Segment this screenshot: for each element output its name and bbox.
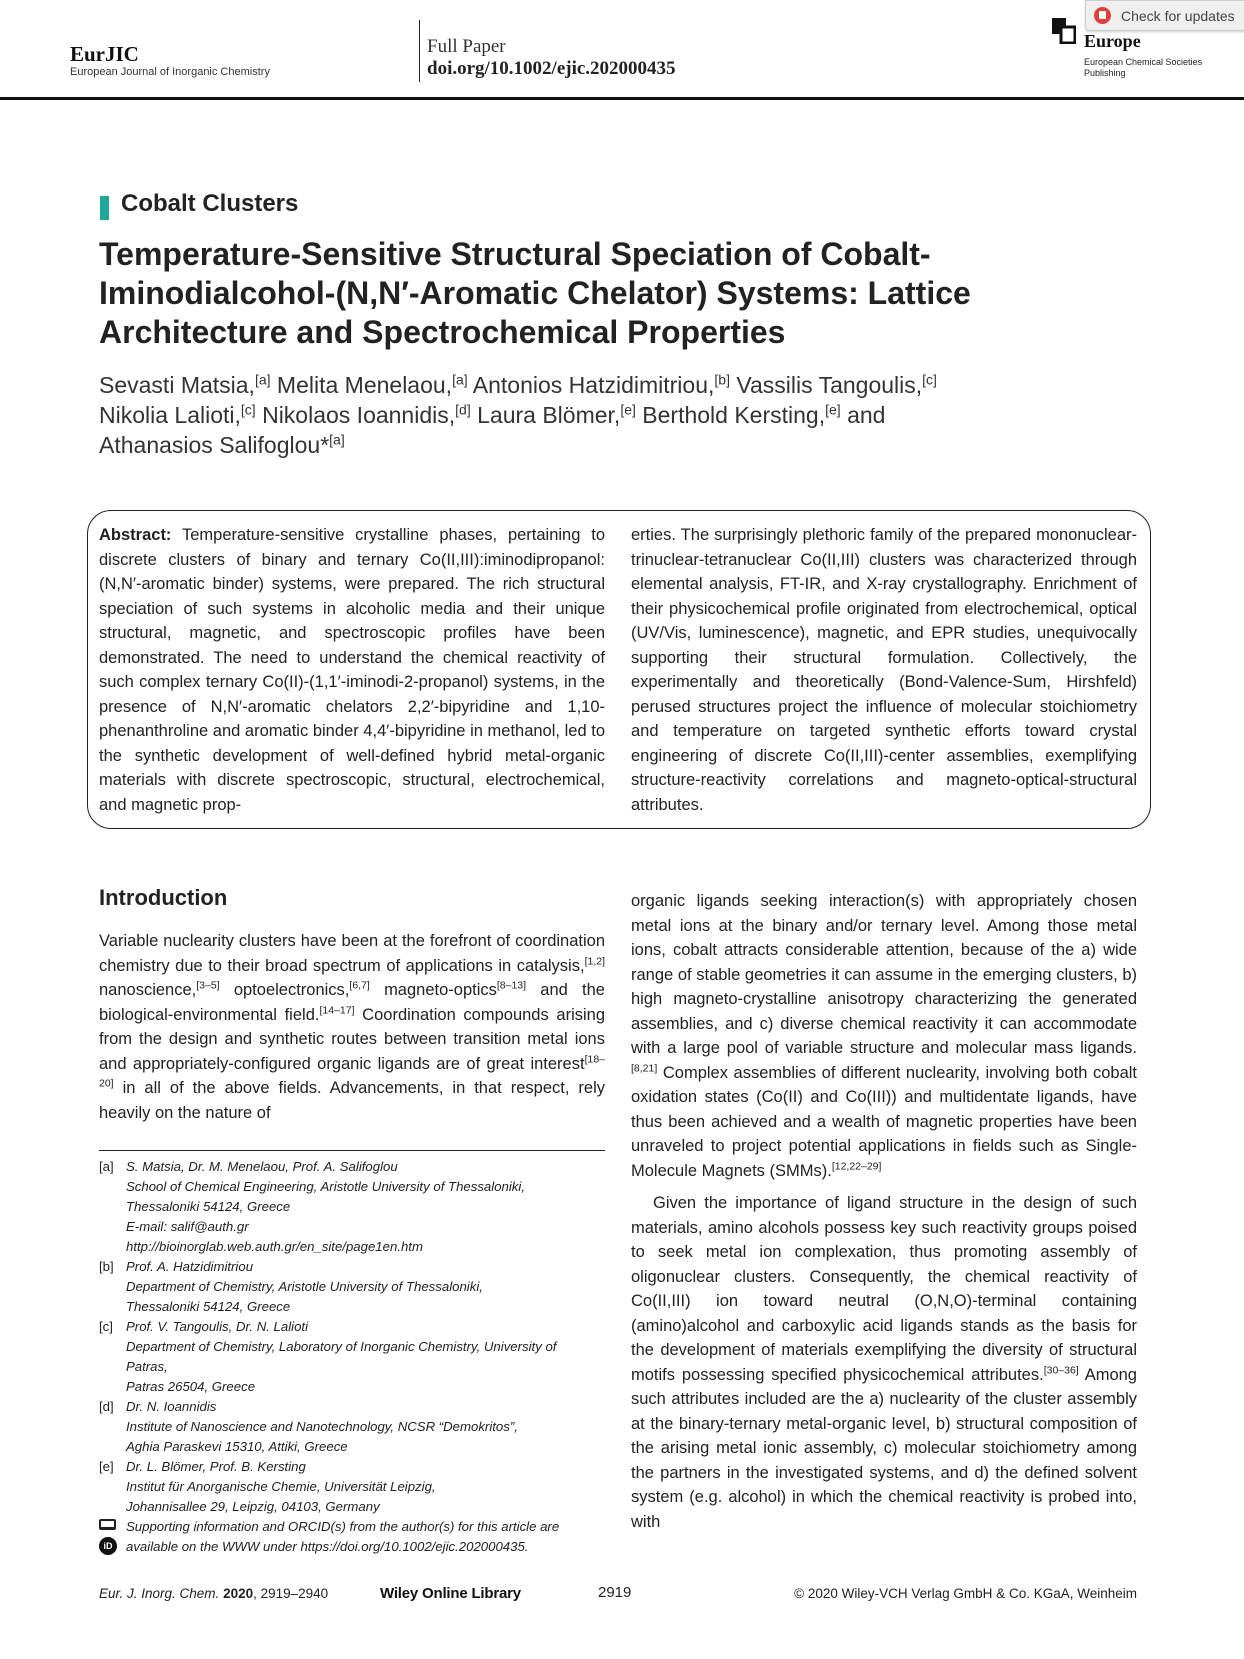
footnote-line: Thessaloniki 54124, Greece	[126, 1199, 291, 1214]
citation-pages: , 2919–2940	[253, 1586, 329, 1601]
affiliation-footnotes	[99, 1157, 619, 1557]
footnote-line: Patras,	[126, 1359, 168, 1374]
body-text: Complex assemblies of different nuclearity, involving both cobalt oxidation states (Co(II) and Co(III)) and multidentate ligands, have thus been achieved and a wealth of magnetic properties have been unraveled to project potential applications in fields such as Single-Molecule Magnets (SMMs).	[631, 1063, 1137, 1180]
citation[interactable]: [12,22–29]	[831, 1160, 882, 1172]
paragraph	[631, 889, 1137, 1183]
section-heading-introduction: Introduction	[99, 885, 228, 910]
website-link[interactable]: http://bioinorglab.web.auth.gr/en_site/page1en.htm	[126, 1239, 423, 1254]
supporting-information-note	[99, 1517, 619, 1557]
publisher-subtitle: European Chemical Societies Publishing	[1084, 57, 1203, 78]
footnote-line: Dr. L. Blömer, Prof. B. Kersting	[126, 1459, 306, 1474]
author-affiliation: [c]	[240, 401, 256, 418]
footnote-label: [d]	[99, 1399, 114, 1414]
bookmark-icon	[1094, 7, 1111, 24]
article-title: Temperature-Sensitive Structural Speciation of Cobalt-Iminodialcohol-(N,N′-Aromatic Chelator) Systems: Lattice Architecture and Spectrochemical Properties	[99, 236, 971, 350]
article-category: Cobalt Clusters	[121, 190, 299, 217]
author[interactable]: Antonios Hatzidimitriou,	[472, 372, 715, 398]
author-affiliation: [a]	[254, 371, 271, 388]
footnote-line: Aghia Paraskevi 15310, Attiki, Greece	[126, 1439, 348, 1454]
footnote-rule	[99, 1150, 605, 1151]
body-text: organic ligands seeking interaction(s) with appropriately chosen metal ions at the binary and/or ternary level. Among those metal ions, cobalt attracts considerable attention, because of the a) wide range of stable geometries it can assume in the emerging clusters, b) high magneto-crystalline anisotropy characterizing the generated assemblies, and c) diverse chemical reactivity it can accommodate with a large pool of variable structure and molecular mass ligands.	[631, 892, 1137, 1057]
footnote-line: S. Matsia, Dr. M. Menelaou, Prof. A. Salifoglou	[126, 1159, 398, 1174]
body-text: Among such attributes included are the a) nuclearity of the cluster assembly at the binary-ternary metal-organic level, b) structural composition of the arising metal ionic assembly, c) molecular stoichiometry among the partners in the investigated systems, and d) the defined solvent system (e.g. alcohol) in which the chemical reactivity is probed into, with	[631, 1365, 1137, 1531]
author[interactable]: Vassilis Tangoulis,	[736, 372, 923, 398]
footnote-line: Prof. A. Hatzidimitriou	[126, 1259, 254, 1274]
citation[interactable]: [1,2]	[584, 955, 605, 967]
body-text: in all of the above fields. Advancements, in that respect, rely heavily on the nature of	[99, 1079, 605, 1122]
affiliation-a	[99, 1157, 619, 1257]
author-affiliation: [a]	[452, 371, 468, 388]
footnote-line: Patras 26504, Greece	[126, 1379, 256, 1394]
author[interactable]: Berthold Kersting,	[642, 402, 826, 428]
affiliation-b	[99, 1257, 619, 1317]
intro-right-column	[631, 889, 1137, 1534]
footnote-line: School of Chemical Engineering, Aristotle University of Thessaloniki,	[126, 1179, 525, 1194]
body-text: optoelectronics,	[219, 981, 350, 999]
footnote-line: Institut für Anorganische Chemie, Universität Leipzig,	[126, 1479, 436, 1494]
citation[interactable]: [8–13]	[496, 979, 527, 992]
citation[interactable]: [3–5]	[196, 979, 220, 992]
author[interactable]: Melita Menelaou,	[276, 372, 453, 398]
author[interactable]: Nikolaos Ioannidis,	[262, 402, 456, 428]
copyright-notice: © 2020 Wiley-VCH Verlag GmbH & Co. KGaA, Weinheim	[794, 1586, 1137, 1601]
author-affiliation: [e]	[620, 401, 636, 418]
abstract-label: Abstract:	[99, 526, 172, 544]
footnote-line: Thessaloniki 54124, Greece	[126, 1299, 291, 1314]
orcid-icon: iD	[99, 1537, 117, 1555]
footnote-line: Department of Chemistry, Aristotle University of Thessaloniki,	[126, 1279, 483, 1294]
header-divider	[419, 20, 420, 82]
header-rule	[0, 97, 1244, 100]
journal-full-name: European Journal of Inorganic Chemistry	[70, 66, 270, 78]
author-conjunction: and	[847, 402, 886, 428]
body-text: nanoscience,	[99, 981, 197, 999]
footnote-label: [e]	[99, 1459, 114, 1474]
email-link[interactable]: E-mail: salif@auth.gr	[126, 1219, 249, 1234]
journal-citation: Eur. J. Inorg. Chem.	[99, 1586, 220, 1601]
paper-type: Full Paper	[427, 36, 506, 57]
doi-link[interactable]: doi.org/10.1002/ejic.202000435	[427, 58, 676, 79]
publisher-logo-icon	[1052, 18, 1076, 44]
intro-left-column	[99, 929, 605, 1125]
author-affiliation: [d]	[455, 401, 471, 418]
footnote-label: [a]	[99, 1159, 114, 1174]
author[interactable]: Nikolia Lalioti,	[99, 402, 241, 428]
body-text: and the biological-environmental field.	[99, 981, 605, 1024]
page-number: 2919	[598, 1584, 632, 1601]
laptop-icon	[99, 1519, 116, 1530]
footnote-line: Prof. V. Tangoulis, Dr. N. Lalioti	[126, 1319, 309, 1334]
author[interactable]: Laura Blömer,	[477, 402, 621, 428]
footnote-line: Dr. N. Ioannidis	[126, 1399, 217, 1414]
author-list	[99, 370, 1179, 460]
footnote-line: Institute of Nanoscience and Nanotechnology, NCSR “Demokritos”,	[126, 1419, 518, 1434]
author-affiliation: [c]	[922, 371, 937, 388]
author-affiliation: [a]	[329, 431, 345, 448]
wiley-online-library-link[interactable]: Wiley Online Library	[380, 1585, 521, 1602]
check-for-updates-label: Check for updates	[1121, 7, 1235, 24]
affiliation-d	[99, 1397, 619, 1457]
abstract-left-column	[99, 523, 605, 817]
paragraph	[631, 1191, 1137, 1534]
affiliation-c	[99, 1317, 619, 1397]
footnote-line: Department of Chemistry, Laboratory of Inorganic Chemistry, University of	[126, 1339, 557, 1354]
author-affiliation: [e]	[825, 401, 841, 418]
body-text: Given the importance of ligand structure in the design of such materials, amino alcohols possess key such reactivity groups poised to seek metal ion complexation, thus promoting assembly of oligonuclear clusters. Consequently, the chemical reactivity of Co(II,III) ion toward neutral (O,N,O)-terminal containing (amino)alcohol and carboxylic acid ligands stands as the basis for the development of materials exemplifying the diversity of structural motifs possessing specified physicochemical attributes.	[631, 1194, 1137, 1384]
supporting-info-text: Supporting information and ORCID(s) from the author(s) for this article are	[126, 1519, 560, 1534]
body-text: Variable nuclearity clusters have been at the forefront of coordination chemistry due to their broad spectrum of applications in catalysis,	[99, 932, 605, 975]
citation[interactable]: [30–36]	[1043, 1364, 1079, 1376]
footnote-label: [b]	[99, 1259, 114, 1274]
footer-citation	[99, 1586, 328, 1601]
affiliation-e	[99, 1457, 619, 1517]
journal-abbreviation: EurJIC	[70, 42, 139, 66]
body-text: magneto-optics	[369, 981, 497, 999]
author[interactable]: Athanasios Salifoglou*	[99, 432, 330, 458]
citation-year: 2020	[223, 1586, 254, 1601]
supporting-info-link[interactable]: available on the WWW under https://doi.org/10.1002/ejic.202000435.	[126, 1539, 529, 1554]
publisher-name: Europe	[1084, 31, 1141, 51]
body-text: Coordination compounds arising from the design and synthetic routes between transition metal ions and appropriately-configured organic ligands are of great interest	[99, 1005, 605, 1073]
author-affiliation: [b]	[714, 371, 730, 388]
citation[interactable]: [6,7]	[349, 979, 370, 992]
category-accent-bar	[100, 196, 109, 220]
footnote-line: Johannisallee 29, Leipzig, 04103, Germany	[126, 1499, 380, 1514]
citation[interactable]: [8,21]	[631, 1062, 658, 1074]
author[interactable]: Sevasti Matsia,	[99, 372, 255, 398]
citation[interactable]: [18–20]	[99, 1053, 605, 1090]
footnote-label: [c]	[99, 1319, 113, 1334]
abstract-right-column: erties. The surprisingly plethoric family of the prepared mononuclear-trinuclear-tetranuclear Co(II,III) clusters was characterized through elemental analysis, FT-IR, and X-ray crystallography. Enrichment of their physicochemical profile originated from electrochemical, optical (UV/Vis, luminescence), magnetic, and EPR studies, unequivocally supporting their structural formulation. Collectively, the experimentally and theoretically (Bond-Valence-Sum, Hirshfeld) perused structures project the influence of molecular stoichiometry and temperature on targeted synthetic efforts toward crystal engineering of discrete Co(II,III)-center assemblies, exemplifying structure-reactivity correlations and magneto-optical-structural attributes.	[631, 526, 1137, 814]
check-for-updates-button[interactable]	[1085, 0, 1244, 31]
citation[interactable]: [14–17]	[319, 1004, 355, 1016]
abstract-text-left: Temperature-sensitive crystalline phases, pertaining to discrete clusters of binary and ternary Co(II,III):iminodipropanol:(N,N′-aromatic binder) systems, were prepared. The rich structural speciation of such systems in alcoholic media and their unique structural, magnetic, and spectroscopic profiles have been demonstrated. The need to understand the chemical reactivity of such complex ternary Co(II)-(1,1′-iminodi-2-propanol) systems, in the presence of N,N′-aromatic chelators 2,2′-bipyridine and 1,10-phenanthroline and aromatic binder 4,4′-bipyridine in methanol, led to the synthetic development of well-defined hybrid metal-organic materials with discrete spectroscopic, structural, electrochemical, and magnetic prop-	[99, 526, 606, 814]
